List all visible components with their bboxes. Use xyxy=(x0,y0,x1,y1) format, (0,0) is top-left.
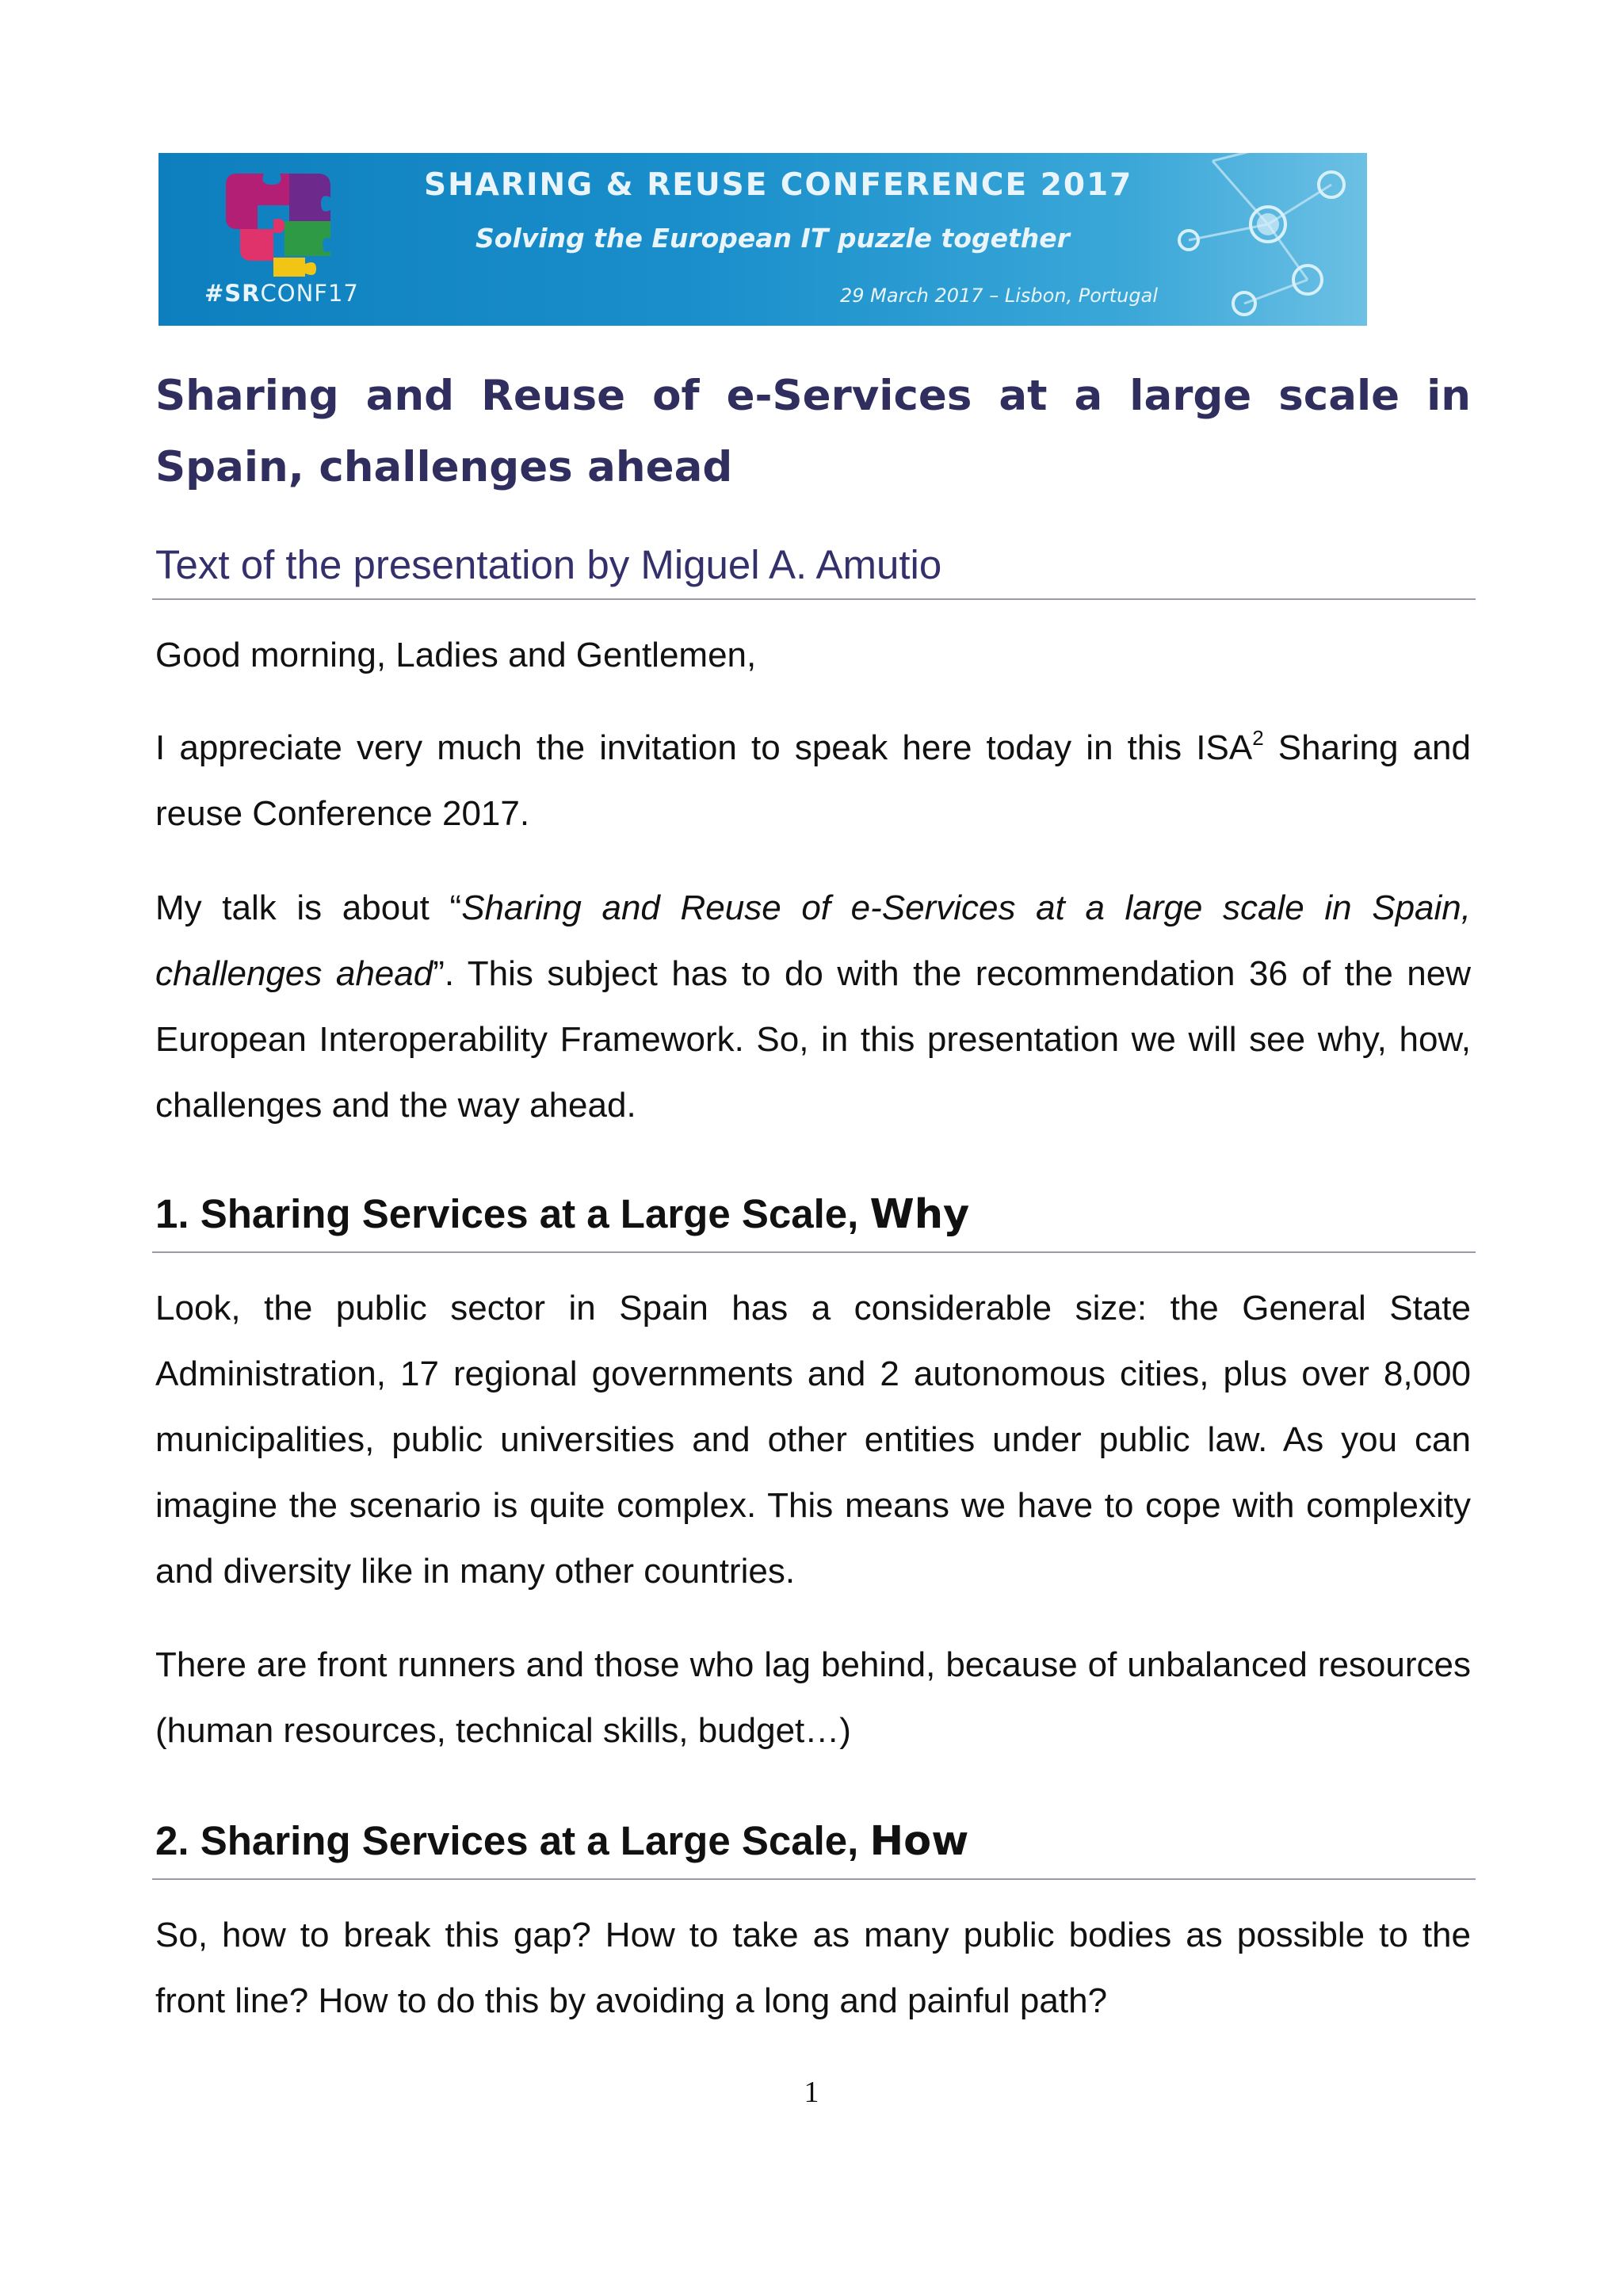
document-subtitle: Text of the presentation by Miguel A. Amutio xyxy=(155,542,942,587)
topic-open: My talk is about “ xyxy=(155,888,462,927)
banner-hashtag xyxy=(204,280,359,307)
banner-date-location: 29 March 2017 – Lisbon, Portugal xyxy=(840,285,1159,307)
section-1-paragraph-1: Look, the public sector in Spain has a considerable size: the General State Administration, 17 regional governments and 2 autonomous cities, plus over 8,000 municipalities, public universities and other entities under public law. As you can imagine the scenario is quite complex. This means we have to cope with complexity and diversity like in many other countries. xyxy=(155,1289,1471,1591)
section-1-keyword: Why xyxy=(869,1191,970,1238)
hashtag-rest: CONF17 xyxy=(260,280,359,307)
subtitle-divider xyxy=(152,598,1476,600)
intro-text: I appreciate very much the invitation to speak here today in this ISA xyxy=(155,728,1253,767)
section-1-paragraph-2: There are front runners and those who lag behind, because of unbalanced resources (human resources, technical skills, budget…) xyxy=(155,1645,1471,1750)
section-1-divider xyxy=(152,1251,1476,1253)
topic-rest: ”. This subject has to do with the recommendation 36 of the new European Interoperability Framework. So, in this presentation we will see why, how, challenges and the way ahead. xyxy=(155,954,1472,1125)
section-2-divider xyxy=(152,1878,1476,1880)
topic-paragraph xyxy=(155,875,1471,1138)
banner-subtitle: Solving the European IT puzzle together xyxy=(475,223,1070,254)
topic-italic-title: Sharing and Reuse of e-Services at a large scale in Spain, challenges ahead xyxy=(155,888,1471,993)
puzzle-logo-icon xyxy=(218,169,353,280)
banner-title: SHARING & REUSE CONFERENCE 2017 xyxy=(424,167,1133,203)
conference-banner xyxy=(158,153,1367,326)
page-number: 1 xyxy=(804,2076,819,2109)
intro-text-end: Sharing and reuse Conference 2017. xyxy=(155,728,1471,833)
section-2-keyword: How xyxy=(869,1818,969,1865)
isa-superscript: 2 xyxy=(1252,726,1264,751)
section-1-heading-text: 1. Sharing Services at a Large Scale, xyxy=(155,1191,870,1236)
document-title: Sharing and Reuse of e-Services at a large scale in Spain, challenges ahead xyxy=(155,372,1471,491)
greeting-paragraph: Good morning, Ladies and Gentlemen, xyxy=(155,636,757,674)
section-2-heading xyxy=(155,1813,1471,1870)
hashtag-bold: #SR xyxy=(204,280,261,307)
intro-paragraph xyxy=(155,715,1471,846)
section-2-paragraph-1: So, how to break this gap? How to take as many public bodies as possible to the front line? How to do this by avoiding a long and painful path? xyxy=(155,1916,1471,2020)
section-2-heading-text: 2. Sharing Services at a Large Scale, xyxy=(155,1818,870,1863)
section-1-heading xyxy=(155,1186,1471,1243)
